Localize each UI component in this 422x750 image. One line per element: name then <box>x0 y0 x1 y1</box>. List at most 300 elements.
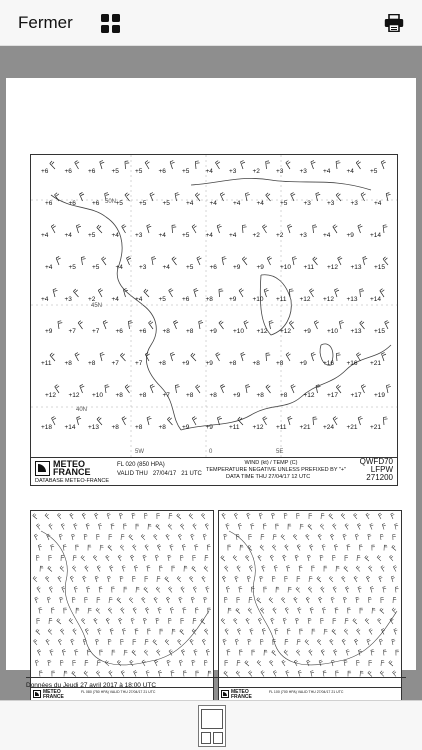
wind-barb <box>394 649 399 656</box>
wind-barb <box>358 416 363 425</box>
wind-barb <box>176 513 182 520</box>
footer-divider <box>26 677 406 678</box>
wind-barb <box>193 523 198 530</box>
wind-barb <box>154 660 158 666</box>
wind-barb <box>393 565 397 571</box>
wind-barb <box>153 534 158 541</box>
wind-barb <box>322 545 326 551</box>
wind-barb <box>271 639 276 646</box>
wind-barb <box>172 256 178 265</box>
document-page[interactable] <box>6 78 416 700</box>
wind-barb <box>144 649 149 656</box>
temperature-value: +12 <box>299 296 311 303</box>
wind-barb <box>82 513 86 520</box>
temperature-value: +6 <box>92 200 100 207</box>
wind-barb <box>47 660 51 666</box>
wind-barb <box>202 576 207 583</box>
wind-barb <box>358 544 363 551</box>
wind-barb <box>133 670 137 676</box>
wind-barb <box>235 660 241 667</box>
wind-barb <box>354 639 358 645</box>
temperature-value: +9 <box>182 424 190 431</box>
database-label: DATABASE METEO-FRANCE <box>35 478 110 484</box>
wind-barb <box>58 639 62 645</box>
wind-barb <box>120 607 125 614</box>
temperature-value: +6 <box>115 328 123 335</box>
wind-barb <box>56 618 62 625</box>
wind-barb <box>379 597 384 604</box>
wind-barb <box>206 586 210 592</box>
wind-barb <box>203 660 208 667</box>
wind-barb <box>298 670 302 676</box>
wind-barb <box>296 586 302 593</box>
wind-barb <box>146 565 150 572</box>
wind-barb <box>56 320 63 329</box>
temperature-value: +14 <box>64 424 76 431</box>
wind-barb <box>35 597 39 603</box>
wind-barb <box>170 565 175 572</box>
temperature-value: +12 <box>68 392 80 399</box>
sub-map-left-svg <box>31 511 214 687</box>
temperature-value: +6 <box>88 168 96 175</box>
wind-barb <box>49 160 56 170</box>
temperature-value: +2 <box>276 232 284 239</box>
wind-barb <box>389 555 394 562</box>
wind-barb <box>235 639 239 645</box>
wind-barb <box>358 586 362 592</box>
wind-barb <box>341 513 347 520</box>
wind-barb <box>105 555 110 562</box>
wind-barb <box>57 513 62 520</box>
wind-barb <box>194 607 199 614</box>
temperature-value: +5 <box>186 264 194 271</box>
sub-chart-caption: FL 080 (750 HPA) VALID THU 27/04/17 21 UTC <box>81 690 156 694</box>
wind-barb <box>382 586 386 592</box>
wind-barb <box>35 660 39 666</box>
temperature-value: +13 <box>350 328 362 335</box>
wind-barb <box>52 288 58 297</box>
main-map-svg <box>31 155 398 459</box>
wind-barb <box>366 513 371 520</box>
wind-barb <box>392 607 398 614</box>
data-date-caption: Données du Jeudi 27 avril 2017 à 18:00 UTC <box>26 682 157 689</box>
wind-barb <box>148 320 154 329</box>
wind-barb <box>286 628 291 635</box>
wind-barb <box>155 618 159 625</box>
wind-barb <box>382 649 387 656</box>
wind-barb <box>274 628 278 634</box>
wind-barb <box>81 555 87 562</box>
wind-barb <box>204 565 210 572</box>
wind-barb <box>391 576 395 582</box>
wind-barb <box>47 618 53 625</box>
temperature-value: +4 <box>158 232 166 239</box>
wind-barb <box>240 160 245 169</box>
wind-barb <box>74 523 78 529</box>
wind-barb <box>334 565 340 572</box>
wind-barb <box>170 160 175 169</box>
wind-barb <box>245 555 250 562</box>
wind-barb <box>204 628 209 635</box>
wind-barb <box>62 607 67 614</box>
wind-barb <box>107 576 111 582</box>
wind-barb <box>134 565 138 571</box>
wind-barb <box>283 618 287 624</box>
wind-barb <box>316 576 322 583</box>
wind-barb <box>59 534 63 540</box>
wind-barb <box>170 607 174 613</box>
wind-barb <box>179 629 185 636</box>
wind-barb <box>192 224 198 233</box>
coastline <box>41 531 209 665</box>
wind-barb <box>179 660 183 666</box>
temperature-value: +2 <box>88 296 96 303</box>
wind-temp-caption: WIND (kt) / TEMP (C) <box>244 460 298 466</box>
wind-barb <box>146 671 150 677</box>
wind-barb <box>234 513 238 519</box>
lon-label: 5W <box>135 449 144 455</box>
wind-barb <box>242 256 249 265</box>
wind-barb <box>379 608 385 615</box>
wind-barb <box>244 192 250 201</box>
wind-barb <box>177 576 183 583</box>
wind-barb <box>391 639 395 645</box>
temperature-value: +11 <box>276 296 287 303</box>
wind-barb <box>150 192 155 201</box>
wind-barb <box>72 565 77 572</box>
wind-barb <box>368 565 373 572</box>
wind-barb <box>306 597 310 604</box>
wind-barb <box>379 660 385 667</box>
wind-barb <box>370 586 374 592</box>
wind-barb <box>128 534 134 541</box>
wind-barb <box>85 565 90 572</box>
wind-barb <box>344 628 349 635</box>
wind-barb <box>155 576 161 583</box>
valid-time: VALID THU 27/04/17 21 UTC <box>117 471 202 477</box>
temperature-value: +8 <box>158 424 166 431</box>
wind-barb <box>93 555 98 562</box>
wind-barb <box>235 608 241 615</box>
wind-barb <box>119 534 125 541</box>
wind-barb <box>331 555 336 562</box>
wind-barb <box>385 320 390 329</box>
wind-barb <box>331 660 335 666</box>
wind-barb <box>155 555 159 561</box>
wind-barb <box>182 544 186 550</box>
wind-barb <box>94 618 99 625</box>
wind-barb <box>130 555 134 561</box>
meteo-france-logo <box>35 461 50 476</box>
wind-barb <box>298 523 304 530</box>
wind-barb <box>131 618 135 624</box>
wind-barb <box>182 607 186 613</box>
wind-barb <box>182 670 187 677</box>
temperature-value: +4 <box>374 200 382 207</box>
wind-barb <box>181 586 186 593</box>
wind-barb <box>192 416 197 425</box>
wind-barb <box>83 534 88 541</box>
data-time: DATA TIME THU 27/04/17 12 UTC <box>226 474 311 480</box>
wind-barb <box>334 160 341 169</box>
wind-barb <box>47 597 51 603</box>
wind-barb <box>146 523 152 530</box>
wind-barb <box>311 416 318 426</box>
temperature-value: +9 <box>205 360 213 367</box>
lat-label: 40N <box>76 407 88 413</box>
wind-barb <box>370 607 376 614</box>
temperature-value: +3 <box>327 200 335 207</box>
temperature-value: +8 <box>64 360 72 367</box>
wind-barb <box>342 639 347 646</box>
temperature-value: +3 <box>276 168 284 175</box>
wind-barb <box>334 352 341 361</box>
wind-barb <box>197 256 202 265</box>
temperature-value: +3 <box>350 200 358 207</box>
temperature-value: +21 <box>299 424 311 431</box>
temperature-value: +4 <box>111 232 119 239</box>
wind-barb <box>358 224 363 233</box>
wind-barb <box>307 555 311 561</box>
wind-barb <box>226 544 231 551</box>
wind-barb <box>47 534 51 540</box>
wind-barb <box>285 607 289 613</box>
wind-barb <box>331 597 335 603</box>
wind-barb <box>167 555 171 561</box>
wind-barb <box>311 224 318 233</box>
wind-barb <box>132 544 137 551</box>
top-toolbar <box>0 0 422 46</box>
temperature-value: +3 <box>299 232 307 239</box>
wind-barb <box>98 628 102 634</box>
wind-barb <box>343 618 349 625</box>
temperature-value: +4 <box>111 296 119 303</box>
wind-barb <box>334 288 339 297</box>
wind-barb <box>265 192 272 201</box>
wind-barb <box>76 224 82 233</box>
document-viewer[interactable] <box>0 46 422 700</box>
wind-barb <box>155 513 160 520</box>
wind-barb <box>74 607 80 614</box>
wind-barb <box>298 607 302 613</box>
wind-barb <box>134 523 139 530</box>
wind-barb <box>226 649 230 656</box>
wind-barb <box>194 544 198 550</box>
wind-barb <box>34 534 38 540</box>
wind-barb <box>262 224 268 233</box>
wind-barb <box>329 576 334 583</box>
lon-label: 0 <box>209 449 213 455</box>
temperature-value: +4 <box>233 200 241 207</box>
wind-barb <box>203 555 209 562</box>
wind-barb <box>170 670 174 677</box>
wind-barb <box>35 618 40 625</box>
wind-barb <box>283 576 288 583</box>
temperature-value: +21 <box>370 424 382 431</box>
wind-barb <box>86 523 90 529</box>
wind-barb <box>62 586 66 592</box>
wind-barb <box>74 586 78 592</box>
wind-barb <box>274 523 279 530</box>
wind-barb <box>391 534 396 541</box>
temperature-value: +4 <box>115 264 123 271</box>
wind-barb <box>319 513 325 520</box>
wind-barb <box>59 597 63 603</box>
wind-barb <box>158 628 163 635</box>
wind-barb <box>191 534 195 540</box>
printer-icon[interactable] <box>384 14 404 32</box>
wind-barb <box>86 586 90 592</box>
wind-barb <box>191 660 195 666</box>
wind-barb <box>271 534 277 541</box>
wind-barb <box>109 670 114 677</box>
wind-barb <box>134 586 140 593</box>
wind-barb <box>47 555 52 562</box>
wind-barb <box>150 256 156 265</box>
wind-barb <box>297 544 301 551</box>
wind-barb <box>191 597 195 603</box>
temperature-value: +5 <box>88 232 96 239</box>
wind-barb <box>333 224 339 233</box>
wind-barb <box>385 384 391 393</box>
wind-barb <box>295 618 299 624</box>
wind-barb <box>261 670 266 677</box>
wind-barb <box>59 555 65 562</box>
wind-barb <box>83 576 87 582</box>
wind-barb <box>59 660 64 667</box>
wind-barb <box>110 628 114 634</box>
page-thumbnail[interactable] <box>198 705 226 747</box>
temperature-value: +3 <box>299 168 307 175</box>
wind-barb <box>107 544 113 551</box>
wind-barb <box>51 224 56 233</box>
wind-barb <box>294 597 299 604</box>
wind-barb <box>166 534 171 541</box>
wind-barb <box>200 618 206 625</box>
wind-barb <box>281 597 286 604</box>
temperature-value: +8 <box>229 360 237 367</box>
wind-barb <box>166 597 170 603</box>
wind-barb <box>366 576 370 582</box>
wind-barb <box>343 534 347 540</box>
close-button[interactable]: Fermer <box>18 13 73 32</box>
wind-barb <box>286 565 290 571</box>
brand-name: METEO FRANCE <box>43 689 64 700</box>
wind-barb <box>309 544 313 550</box>
wind-barb <box>271 618 275 624</box>
wind-barb <box>108 607 113 614</box>
wind-barb <box>237 628 241 634</box>
temperature-value: +4 <box>323 232 331 239</box>
wind-barb <box>247 576 251 582</box>
wind-barb <box>215 160 221 169</box>
wind-barb <box>295 576 301 583</box>
wind-barb <box>152 639 158 646</box>
wind-barb <box>394 586 399 593</box>
wind-barb <box>298 628 303 635</box>
temperature-value: +6 <box>182 296 190 303</box>
temperature-value: +8 <box>209 392 217 399</box>
brand-name: METEO FRANCE <box>53 459 91 477</box>
wind-barb <box>141 534 147 541</box>
temperature-value: +4 <box>41 296 49 303</box>
lat-label: 45N <box>91 303 103 309</box>
temperature-value: +5 <box>135 168 143 175</box>
wind-barb <box>356 565 362 572</box>
wind-barb <box>38 607 42 613</box>
wind-barb <box>334 544 338 550</box>
wind-barb <box>343 597 347 603</box>
wind-barb <box>127 257 132 266</box>
temperature-value: +14 <box>370 296 382 303</box>
wind-barb <box>264 352 271 362</box>
wind-barb <box>220 192 225 201</box>
wind-barb <box>346 544 350 551</box>
wind-barb <box>391 513 395 519</box>
wind-barb <box>286 160 292 169</box>
wind-barb <box>221 256 227 265</box>
temperature-value: +5 <box>370 168 378 175</box>
wind-barb <box>238 523 242 529</box>
temperature-value: +4 <box>205 168 213 175</box>
wind-barb <box>80 256 86 265</box>
wind-barb <box>307 523 313 530</box>
wind-barb <box>58 576 63 583</box>
wind-barb <box>180 523 185 530</box>
wind-barb <box>165 639 171 646</box>
temperature-value: +12 <box>303 392 315 399</box>
wind-barb <box>143 576 148 583</box>
wind-barb <box>226 586 230 592</box>
wind-barb <box>244 660 250 667</box>
wind-barb <box>246 618 251 625</box>
wind-barb <box>269 660 274 667</box>
wind-barb <box>223 660 228 667</box>
grid-view-icon[interactable] <box>101 14 120 33</box>
wind-barb <box>95 660 101 667</box>
wind-barb <box>331 618 336 625</box>
wind-barb <box>222 576 226 582</box>
temperature-value: +4 <box>41 232 49 239</box>
temperature-value: +9 <box>299 360 307 367</box>
wind-barb <box>239 288 245 297</box>
wind-barb <box>85 628 89 634</box>
wind-barb <box>71 660 76 667</box>
wind-barb <box>367 597 372 604</box>
temperature-value: +4 <box>209 200 217 207</box>
wind-barb <box>118 555 123 562</box>
wind-barb <box>145 607 149 613</box>
wind-barb <box>122 523 127 530</box>
wind-barb <box>250 649 255 656</box>
wind-barb <box>61 523 65 529</box>
lon-label: 5E <box>276 449 284 455</box>
wind-barb <box>362 256 368 265</box>
wind-barb <box>283 555 287 561</box>
wind-barb <box>262 628 266 634</box>
temperature-value: +5 <box>139 200 147 207</box>
wind-barb <box>268 320 274 329</box>
brand-name: METEO FRANCE <box>231 689 252 700</box>
wind-barb <box>178 534 182 540</box>
temperature-value: +17 <box>327 392 339 399</box>
wind-barb <box>122 649 128 656</box>
wind-barb <box>46 639 51 646</box>
wind-barb <box>146 416 152 425</box>
wind-temperature-chart <box>30 154 398 486</box>
temperature-value: +8 <box>115 392 123 399</box>
wind-barb <box>308 586 313 593</box>
